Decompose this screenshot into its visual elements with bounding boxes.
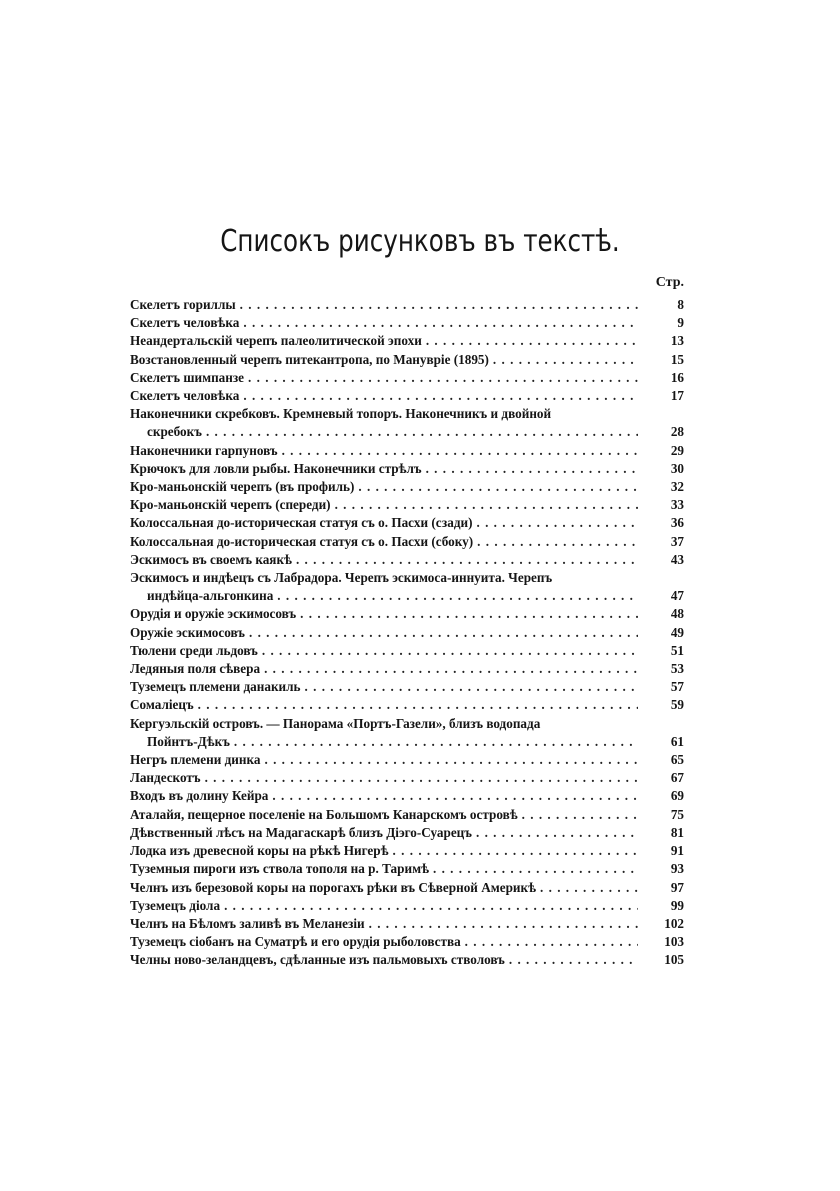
page-number: 81 <box>670 824 684 840</box>
entry-title: Челнъ на Бѣломъ заливѣ въ Меланезіи <box>130 915 365 931</box>
illustrations-list <box>130 296 684 970</box>
entry-title-continued: Пойнтъ-Дѣкъ <box>147 733 230 749</box>
dot-leader <box>243 387 638 405</box>
page-number: 28 <box>670 424 684 440</box>
list-item <box>130 806 684 824</box>
dot-leader <box>240 296 638 314</box>
list-item <box>130 351 684 369</box>
page-number: 48 <box>670 606 684 622</box>
list-item <box>130 897 684 915</box>
list-item <box>130 314 684 332</box>
entry-title: Эскимосъ въ своемъ каякѣ <box>130 551 292 567</box>
page-number: 51 <box>670 642 684 658</box>
dot-leader <box>206 423 638 441</box>
entry-title: Туземецъ діола <box>130 897 221 913</box>
dot-leader <box>262 642 638 660</box>
page-number: 69 <box>670 788 684 804</box>
page-number: 43 <box>670 551 684 567</box>
entry-title: Крючокъ для ловли рыбы. Наконечники стрѣлъ <box>130 460 422 476</box>
page-number: 17 <box>670 388 684 404</box>
dot-leader <box>243 314 638 332</box>
list-item <box>130 533 684 551</box>
page-number: 91 <box>670 843 684 859</box>
page-number: 103 <box>664 934 684 950</box>
page-number: 30 <box>670 460 684 476</box>
page-number: 97 <box>670 879 684 895</box>
dot-leader <box>476 824 638 842</box>
page-column-header: Стр. <box>655 275 684 290</box>
entry-title: Аталайя, пещерное поселеніе на Большомъ Канарскомъ островѣ <box>130 806 518 822</box>
list-item <box>130 569 684 605</box>
entry-title: Ландескотъ <box>130 770 201 786</box>
page-number: 29 <box>670 442 684 458</box>
entry-title-continued: индѣйца-альгонкина <box>147 588 274 604</box>
dot-leader <box>205 769 638 787</box>
dot-leader <box>300 605 638 623</box>
entry-title: Колоссальная до-историческая статуя съ о. Пасхи (сзади) <box>130 515 473 531</box>
list-item <box>130 496 684 514</box>
list-item <box>130 605 684 623</box>
page-number: 93 <box>670 861 684 877</box>
page-number: 8 <box>677 297 684 312</box>
list-item <box>130 660 684 678</box>
page-number: 99 <box>670 897 684 913</box>
dot-leader <box>198 696 638 714</box>
list-item <box>130 751 684 769</box>
page-number: 102 <box>664 915 684 931</box>
list-item <box>130 715 684 751</box>
page-number: 53 <box>670 661 684 677</box>
list-item <box>130 787 684 805</box>
list-item <box>130 696 684 714</box>
dot-leader <box>465 933 638 951</box>
list-item <box>130 678 684 696</box>
list-item <box>130 951 684 969</box>
entry-title: Туземецъ сіобанъ на Суматрѣ и его орудія рыболовства <box>130 934 461 950</box>
page-number: 61 <box>670 733 684 749</box>
dot-leader <box>249 624 638 642</box>
dot-leader <box>509 951 638 969</box>
entry-title: Колоссальная до-историческая статуя съ о. Пасхи (сбоку) <box>130 533 474 549</box>
dot-leader <box>296 551 638 569</box>
dot-leader <box>264 751 638 769</box>
dot-leader <box>234 733 638 751</box>
list-item <box>130 296 684 314</box>
entry-title: Негръ племени динка <box>130 752 261 768</box>
list-item <box>130 769 684 787</box>
page-number: 57 <box>670 679 684 695</box>
page-title: Списокъ рисунковъ въ текстѣ. <box>220 224 620 259</box>
page-number: 16 <box>670 369 684 385</box>
dot-leader <box>224 897 638 915</box>
page-number: 36 <box>670 515 684 531</box>
entry-title: Лодка изъ древесной коры на рѣкѣ Нигерѣ <box>130 843 389 859</box>
entry-title: Дѣвственный лѣсъ на Мадагаскарѣ близъ Діэго-Суарецъ <box>130 824 472 840</box>
dot-leader <box>305 678 638 696</box>
dot-leader <box>476 514 638 532</box>
list-item <box>130 442 684 460</box>
list-item <box>130 624 684 642</box>
entry-title: Возстановленный черепъ питекантропа, по Манувріе (1895) <box>130 351 489 367</box>
dot-leader <box>477 533 638 551</box>
entry-title: Орудія и оружіе эскимосовъ <box>130 606 297 622</box>
entry-title: Неандертальскій черепъ палеолитической эпохи <box>130 333 422 349</box>
entry-title: Наконечники скребковъ. Кремневый топоръ. Наконечникъ и двойной <box>130 406 552 422</box>
entry-title: Челнъ изъ березовой коры на порогахъ рѣки въ Сѣверной Америкѣ <box>130 879 537 895</box>
dot-leader <box>264 660 638 678</box>
entry-title: Кергуэльскій островъ. — Панорама «Портъ-Газели», близъ водопада <box>130 715 541 731</box>
page-number: 33 <box>670 497 684 513</box>
list-item <box>130 842 684 860</box>
entry-title: Туземныя пироги изъ ствола тополя на р. Таримѣ <box>130 861 429 877</box>
list-item <box>130 387 684 405</box>
dot-leader <box>248 369 638 387</box>
page-number: 105 <box>664 952 684 968</box>
list-item <box>130 879 684 897</box>
list-item <box>130 478 684 496</box>
entry-title: Ледяныя поля сѣвера <box>130 661 261 677</box>
page-number: 47 <box>670 588 684 604</box>
entry-title: Скелетъ шимпанзе <box>130 369 245 385</box>
list-item <box>130 514 684 532</box>
page-number: 9 <box>677 315 684 331</box>
dot-leader <box>358 478 638 496</box>
entry-title: Оружіе эскимосовъ <box>130 624 245 640</box>
page-number: 13 <box>670 333 684 349</box>
dot-leader <box>433 860 638 878</box>
entry-title: Туземецъ племени данакиль <box>130 679 301 695</box>
page-number: 65 <box>670 752 684 768</box>
entry-title: Скелетъ человѣка <box>130 388 240 404</box>
dot-leader <box>282 442 638 460</box>
list-item <box>130 332 684 350</box>
page-number: 75 <box>670 806 684 822</box>
dot-leader <box>277 587 638 605</box>
entry-title: Кро-маньонскій черепъ (спереди) <box>130 497 331 513</box>
list-item <box>130 860 684 878</box>
dot-leader <box>426 460 638 478</box>
dot-leader <box>426 332 638 350</box>
list-item <box>130 405 684 441</box>
dot-leader <box>393 842 638 860</box>
list-item <box>130 551 684 569</box>
list-item <box>130 933 684 951</box>
list-item <box>130 460 684 478</box>
entry-title: Входъ въ долину Кейра <box>130 788 269 804</box>
entry-title: Скелетъ человѣка <box>130 315 240 331</box>
entry-title: Эскимосъ и индѣецъ съ Лабрадора. Черепъ эскимоса-иннуита. Черепъ <box>130 570 553 586</box>
entry-title: Тюлени среди льдовъ <box>130 642 258 658</box>
entry-title: Сомаліецъ <box>130 697 194 713</box>
page-number: 59 <box>670 697 684 713</box>
entry-title: Скелетъ гориллы <box>130 297 236 312</box>
page-number: 37 <box>670 533 684 549</box>
list-item <box>130 369 684 387</box>
page-number: 15 <box>670 351 684 367</box>
page-number: 32 <box>670 479 684 495</box>
list-item <box>130 642 684 660</box>
dot-leader <box>493 351 638 369</box>
list-item <box>130 915 684 933</box>
entry-title: Челны ново-зеландцевъ, сдѣланные изъ пальмовыхъ стволовъ <box>130 952 505 968</box>
entry-title: Кро-маньонскій черепъ (въ профиль) <box>130 479 355 495</box>
dot-leader <box>540 879 638 897</box>
dot-leader <box>369 915 638 933</box>
entry-title: Наконечники гарпуновъ <box>130 442 278 458</box>
page-number: 49 <box>670 624 684 640</box>
dot-leader <box>335 496 638 514</box>
dot-leader <box>522 806 638 824</box>
list-item <box>130 824 684 842</box>
entry-title-continued: скребокъ <box>147 424 202 440</box>
page-number: 67 <box>670 770 684 786</box>
dot-leader <box>272 787 638 805</box>
